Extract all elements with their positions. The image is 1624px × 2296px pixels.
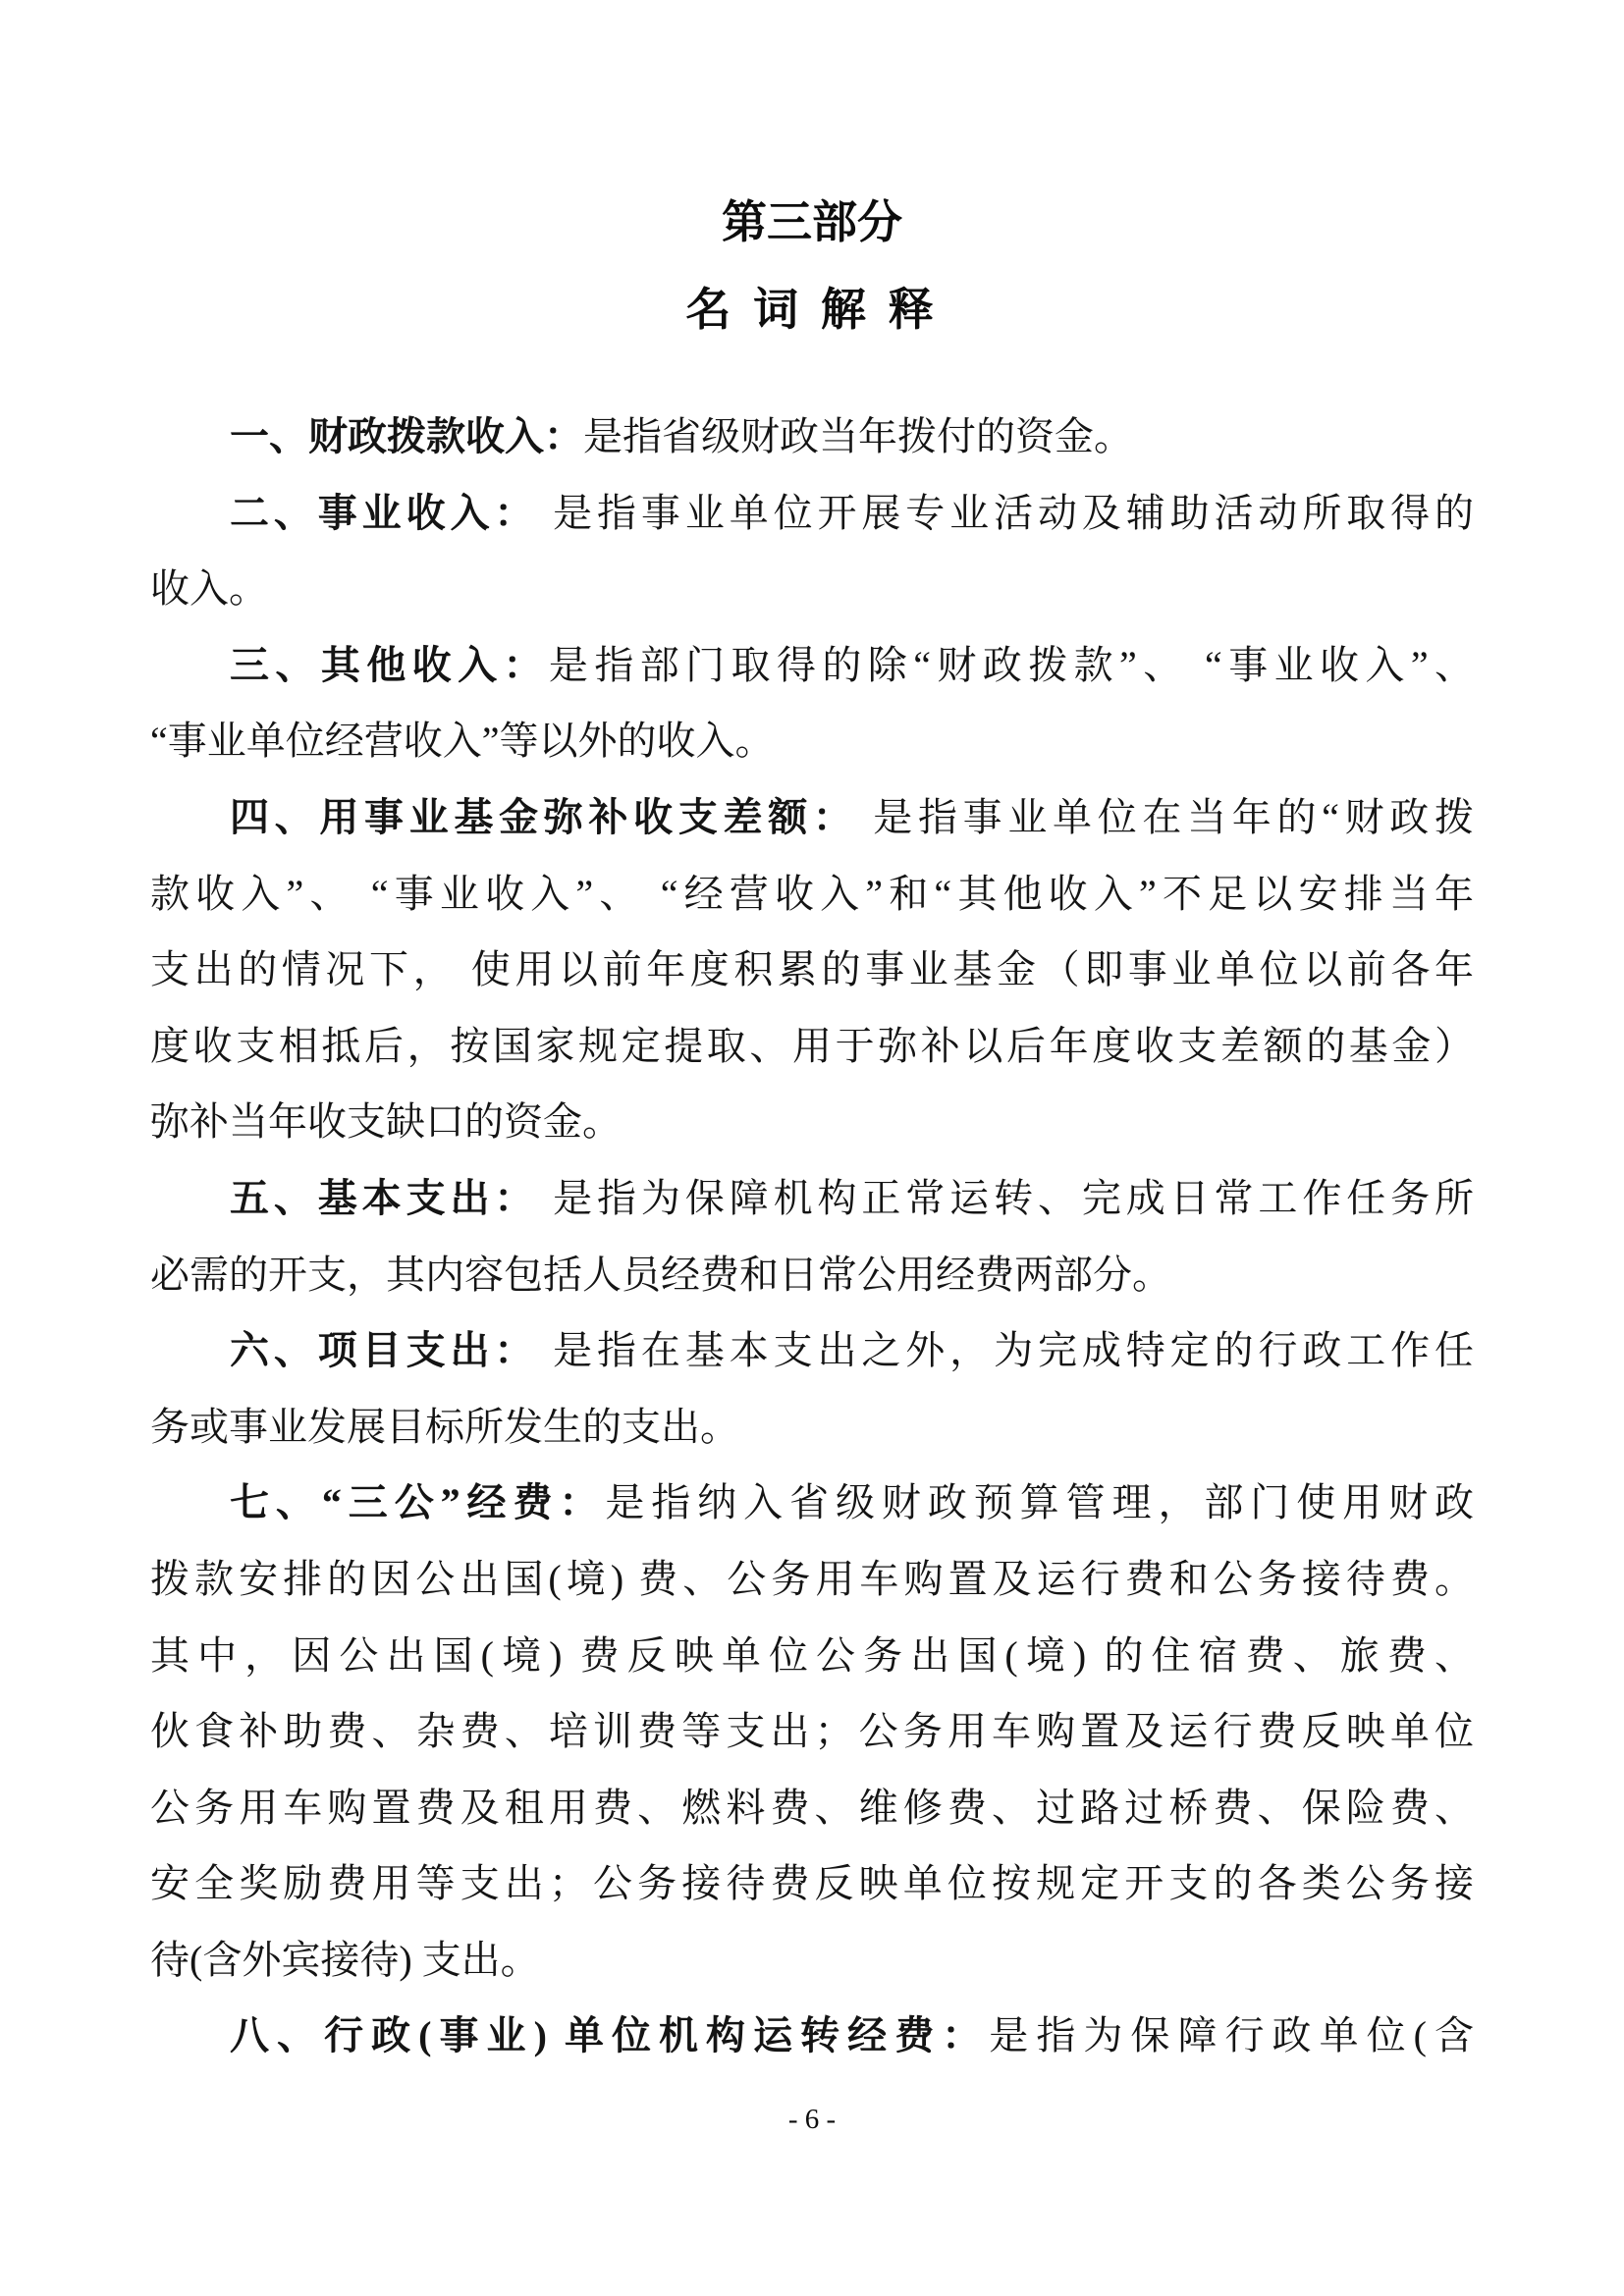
term-label: 四、用事业基金弥补收支差额： <box>230 794 858 839</box>
text-line <box>150 627 1474 704</box>
text-line <box>150 1541 1474 1618</box>
section-title: 名 词 解 释 <box>685 284 939 335</box>
glossary-body-text <box>150 399 1474 2074</box>
definition-text: 是指为保障行政单位(含 <box>989 2013 1474 2058</box>
text-line <box>150 1389 1474 1466</box>
definition-text: 收入。 <box>150 566 268 612</box>
definition-text: 其中，因公出国(境) 费反映单位公务出国(境) 的住宿费、旅费、 <box>150 1632 1474 1678</box>
term-label: 二、事业收入： <box>230 490 539 535</box>
part-title: 第三部分 <box>722 196 902 247</box>
text-line <box>150 779 1474 856</box>
definition-text: 拨款安排的因公出国(境) 费、公务用车购置及运行费和公务接待费。 <box>150 1556 1474 1601</box>
term-label: 七、“三公”经费： <box>230 1480 606 1525</box>
definition-text: 是指在基本支出之外，为完成特定的行政工作任 <box>538 1328 1474 1373</box>
definition-text: 伙食补助费、杂费、培训费等支出；公务用车购置及运行费反映单位 <box>150 1709 1474 1754</box>
page-number: - 6 - <box>787 2104 837 2135</box>
term-label: 五、基本支出： <box>230 1175 539 1220</box>
text-line <box>150 475 1474 552</box>
term-label: 三、其他收入： <box>230 642 549 687</box>
text-line <box>150 856 1474 933</box>
text-line <box>150 1770 1474 1846</box>
text-line <box>150 399 1474 475</box>
definition-text: 款收入”、 “事业收入”、 “经营收入”和“其他收入”不足以安排当年 <box>150 871 1474 916</box>
definition-text: 支出的情况下， 使用以前年度积累的事业基金（即事业单位以前各年 <box>150 947 1474 992</box>
text-line <box>150 1845 1474 1922</box>
definition-text: 度收支相抵后，按国家规定提取、用于弥补以后年度收支差额的基金） <box>150 1023 1474 1068</box>
definition-text: 待(含外宾接待) 支出。 <box>150 1937 540 1982</box>
definition-text: 务或事业发展目标所发生的支出。 <box>150 1404 739 1449</box>
text-line <box>150 703 1474 779</box>
text-line <box>150 1465 1474 1541</box>
definition-text: 是指省级财政当年拨付的资金。 <box>583 414 1133 458</box>
text-line <box>150 1084 1474 1160</box>
definition-text: 安全奖励费用等支出；公务接待费反映单位按规定开支的各类公务接 <box>150 1861 1474 1906</box>
term-label: 八、行政(事业) 单位机构运转经费： <box>230 2013 990 2058</box>
definition-text: 是指部门取得的除“财政拨款”、 “事业收入”、 <box>548 642 1475 687</box>
text-line <box>150 1312 1474 1389</box>
definition-text: 是指事业单位开展专业活动及辅助活动所取得的 <box>538 490 1474 535</box>
definition-text: 公务用车购置费及租用费、燃料费、维修费、过路过桥费、保险费、 <box>150 1785 1474 1830</box>
text-line <box>150 1160 1474 1237</box>
definition-text: 弥补当年收支缺口的资金。 <box>150 1099 622 1145</box>
text-line <box>150 932 1474 1008</box>
text-line <box>150 551 1474 627</box>
definition-text: 是指为保障机构正常运转、完成日常工作任务所 <box>538 1175 1474 1220</box>
definition-text: “事业单位经营收入”等以外的收入。 <box>150 719 775 764</box>
text-line <box>150 1237 1474 1313</box>
term-label: 一、财政拨款收入： <box>230 414 583 458</box>
definition-text: 是指纳入省级财政预算管理，部门使用财政 <box>605 1480 1475 1525</box>
text-line <box>150 1693 1474 1770</box>
text-line <box>150 1922 1474 1999</box>
definition-text: 是指事业单位在当年的“财政拨 <box>857 794 1474 839</box>
text-line <box>150 1618 1474 1694</box>
definition-text: 必需的开支，其内容包括人员经费和日常公用经费两部分。 <box>150 1252 1171 1297</box>
text-line <box>150 1998 1474 2074</box>
text-line <box>150 1008 1474 1085</box>
term-label: 六、项目支出： <box>230 1328 539 1373</box>
